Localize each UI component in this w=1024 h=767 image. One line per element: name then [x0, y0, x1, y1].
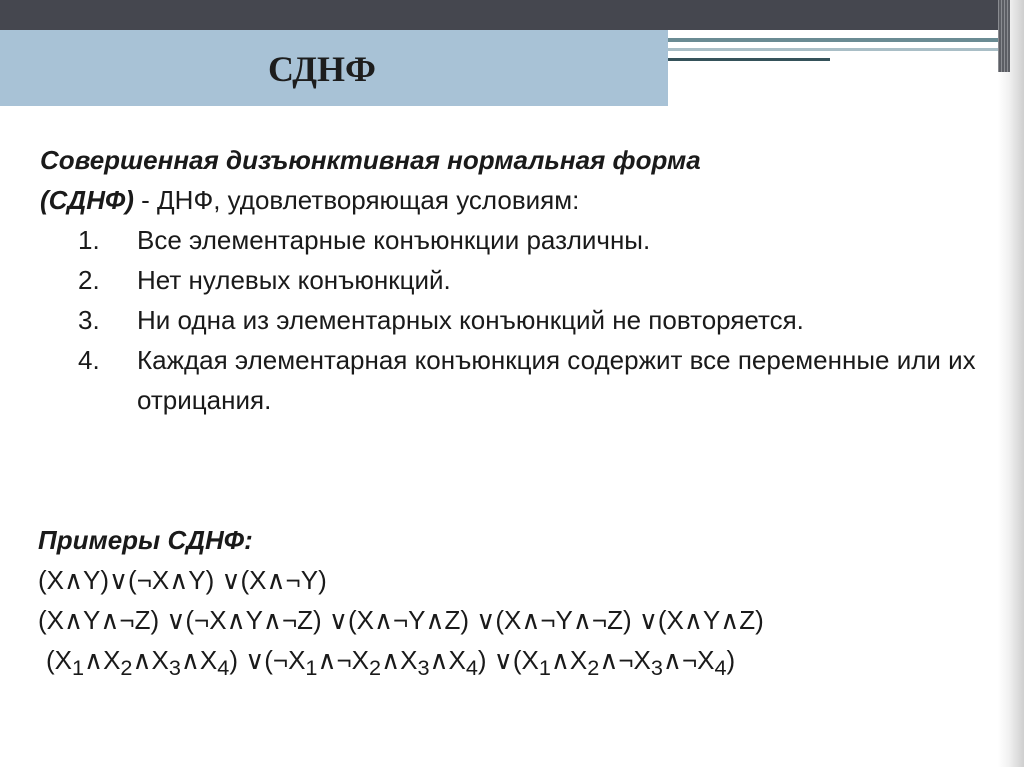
list-number: 4. [78, 345, 100, 375]
definition-abbrev: (СДНФ) [40, 185, 134, 215]
list-item [40, 260, 980, 300]
example-formula: (X∧Y)∨(¬X∧Y) ∨(X∧¬Y) [38, 565, 327, 595]
accent-line [668, 48, 998, 51]
slide-title: СДНФ [268, 49, 376, 89]
definition-rest: - ДНФ, удовлетворяющая условиям: [133, 185, 580, 215]
list-text: Нет нулевых конъюнкций. [137, 265, 451, 295]
example-formula: $(X_1\wedge X_2\wedge X_3\wedge X_4)$ $\vee(\neg X_1\wedge\neg X_2\wedge X_3\wedge X_4)$ $\vee(X_1\wedge X_2\wedge\neg X_3\wedge\neg X_4)$ [46, 645, 736, 681]
accent-line [668, 38, 998, 42]
list-item [40, 220, 980, 260]
definition-block [40, 140, 980, 420]
slide-top-bar [0, 0, 1024, 30]
list-text: Все элементарные конъюнкции различны. [137, 225, 651, 255]
list-number: 3. [78, 305, 100, 335]
binder-stripes [998, 0, 1010, 72]
definition-term: Совершенная дизъюнктивная нормальная форма [40, 145, 701, 175]
list-text: Ни одна из элементарных конъюнкций не повторяется. [137, 305, 804, 335]
list-item [40, 300, 980, 340]
page-edge-shadow [998, 0, 1024, 767]
accent-line [668, 58, 830, 61]
examples-heading: Примеры СДНФ: [38, 525, 253, 555]
list-item [40, 340, 980, 420]
example-formula: (X∧Y∧¬Z) ∨(¬X∧Y∧¬Z) ∨(X∧¬Y∧Z) ∨(X∧¬Y∧¬Z) ∨(X∧Y∧Z) [38, 605, 764, 635]
list-number: 1. [78, 225, 100, 255]
list-number: 2. [78, 265, 100, 295]
definition-text [40, 140, 980, 220]
list-text: Каждая элементарная конъюнкция содержит все переменные или их отрицания. [137, 345, 976, 415]
examples-block [38, 520, 998, 688]
conditions-list [40, 220, 980, 420]
